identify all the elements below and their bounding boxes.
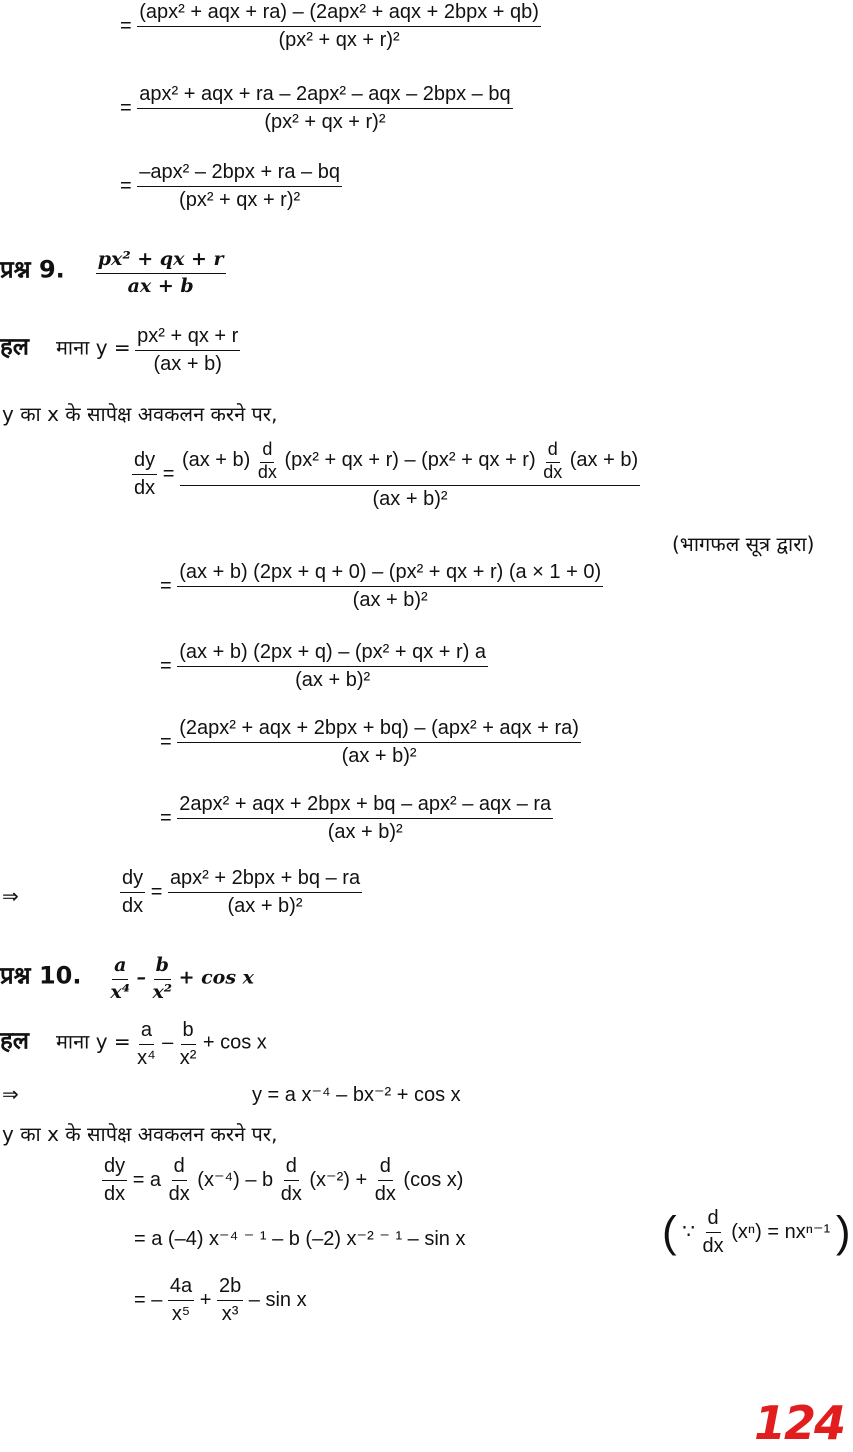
fraction-numerator: 2apx² + aqx + 2bpx + bq – apx² – aqx – ra	[177, 794, 553, 819]
top-line-2: = $\frac{\text{apx² + aqx + ra – 2apx² – aqx – 2bpx – bq}}{\text{(px² + qx + r)²}}$	[120, 83, 511, 133]
q9-let-line	[0, 326, 240, 375]
fraction-numerator: –apx² – 2bpx + ra – bq	[137, 162, 342, 187]
q9-step-2: = $\frac{\text{(ax + b) (2px + q + 0) – (px² + qx + r) (a × 1 + 0)}}{\text{(ax + b)²}}$	[160, 561, 602, 611]
fraction-denominator: x²	[179, 1047, 197, 1069]
fraction-denominator: (ax + b)²	[327, 821, 403, 843]
fraction-numerator: 4a	[168, 1276, 194, 1301]
d: d	[172, 1156, 187, 1181]
quotient-rule-note: (भागफल सूत्र द्वारा)	[672, 532, 815, 556]
dy: dy	[132, 450, 157, 475]
fraction-denominator: (ax + b)²	[295, 669, 371, 691]
q10-step-2: = a (–4) x⁻⁴ ⁻ ¹ – b (–2) x⁻² ⁻ ¹ – sin x	[134, 1228, 466, 1250]
q9-step-1: $\frac{dy}{dx}$ = (ax + b) $\frac{d}{dx}$ (px² + qx + r) – (px² + qx + r) $\frac{d}{dx}$ (ax + b) (ax + b)²	[134, 439, 639, 510]
q9-step-3: = $\frac{\text{(ax + b) (2px + q) – (px² + qx + r) a}}{\text{(ax + b)²}}$	[160, 641, 487, 691]
d: d	[378, 1156, 393, 1181]
fraction-numerator: (ax + b) (2px + q + 0) – (px² + qx + r) (a × 1 + 0)	[177, 562, 603, 587]
q10-step-1	[102, 1156, 463, 1205]
question-label: प्रश्न 9.	[0, 255, 65, 284]
fraction-denominator: (ax + b)²	[227, 895, 303, 917]
term: (px² + qx + r) – (px² + qx + r)	[284, 449, 536, 472]
dx: dx	[280, 1183, 302, 1205]
fraction-numerator: a	[139, 1020, 154, 1045]
fraction-numerator: px² + qx + r	[96, 250, 226, 274]
fraction-denominator: (ax + b)	[153, 353, 222, 375]
solution-label: हल	[0, 332, 30, 361]
fraction-denominator: (px² + qx + r)²	[264, 111, 386, 133]
solution-label: हल	[0, 1026, 30, 1055]
dy: dy	[120, 868, 145, 893]
fraction-denominator: (px² + qx + r)²	[179, 189, 301, 211]
dx: dx	[374, 1183, 396, 1205]
because-symbol: ∵	[682, 1220, 695, 1243]
term: (ax + b)	[569, 449, 639, 472]
term: (x⁻⁴) – b	[197, 1168, 274, 1191]
q9-differentiate-text: y का x के सापेक्ष अवकलन करने पर,	[2, 402, 278, 426]
question-10-heading	[0, 956, 254, 1003]
fraction-denominator: x²	[152, 980, 173, 1003]
operator: +	[199, 1288, 212, 1311]
let-text: माना y =	[55, 1029, 131, 1054]
fraction-numerator: apx² + aqx + ra – 2apx² – aqx – 2bpx – bq	[137, 84, 512, 109]
fraction-denominator: x⁵	[171, 1303, 191, 1325]
fraction-numerator: (ax + b) (2px + q) – (px² + qx + r) a	[177, 642, 488, 667]
fraction-numerator: a	[112, 956, 128, 980]
q9-step-4: = $\frac{\text{(2apx² + aqx + 2bpx + bq) – (apx² + aqx + ra)}}{\text{(ax + b)²}}$	[160, 717, 579, 767]
fraction-denominator: x⁴	[137, 1047, 156, 1069]
q10-let-line	[0, 1020, 267, 1069]
top-line-3: = $\frac{\text{–apx² – 2bpx + ra – bq}}{\text{(px² + qx + r)²}}$	[120, 161, 340, 211]
term: (xⁿ) = nxⁿ⁻¹	[731, 1220, 831, 1243]
dx: dx	[702, 1235, 724, 1257]
d: d	[546, 440, 560, 463]
d: d	[706, 1208, 721, 1233]
d: d	[284, 1156, 299, 1181]
implies-arrow: ⇒	[2, 1084, 19, 1106]
fraction-numerator: b	[154, 956, 171, 980]
dx: dx	[168, 1183, 190, 1205]
fraction-denominator: (ax + b)²	[372, 487, 448, 510]
fraction-numerator: px² + qx + r	[135, 326, 240, 351]
term: = –	[134, 1288, 163, 1311]
q9-final: $\frac{dy}{dx}$ = $\frac{\text{apx² + 2bpx + bq – ra}}{\text{(ax + b)²}}$	[122, 867, 361, 917]
term: – sin x	[248, 1288, 307, 1311]
dx: dx	[122, 895, 144, 917]
fraction-denominator: (ax + b)²	[352, 589, 428, 611]
fraction-numerator: (2apx² + aqx + 2bpx + bq) – (apx² + aqx + ra)	[177, 718, 581, 743]
fraction-numerator: 2b	[217, 1276, 243, 1301]
fraction-denominator: x³	[221, 1303, 239, 1325]
question-label: प्रश्न 10.	[0, 961, 82, 990]
dx: dx	[543, 461, 563, 482]
dy: dy	[102, 1156, 127, 1181]
dx: dx	[134, 477, 156, 500]
power-rule-note: ( ∵ $\frac{d}{dx}$ (xⁿ) = nxⁿ⁻¹ )	[662, 1207, 851, 1257]
fraction-denominator: ax + b	[127, 274, 194, 297]
term: + cos x	[178, 966, 254, 989]
let-text: माना y =	[55, 335, 131, 360]
page-number: 124	[754, 1396, 845, 1450]
operator: –	[162, 1031, 174, 1054]
term: (ax + b)	[181, 449, 251, 472]
top-line-1: = $\frac{\text{(apx² + aqx + ra) – (2apx² + aqx + 2bpx + qb)}}{\text{(px² + qx + r)²}}$	[120, 1, 539, 51]
question-9-heading	[0, 250, 226, 297]
fraction-numerator: apx² + 2bpx + bq – ra	[168, 868, 362, 893]
fraction-numerator: (apx² + aqx + ra) – (2apx² + aqx + 2bpx + qb)	[137, 2, 541, 27]
dx: dx	[257, 461, 277, 482]
fraction-denominator: (ax + b)²	[341, 745, 417, 767]
dx: dx	[104, 1183, 126, 1205]
implies-arrow: ⇒	[2, 886, 19, 908]
term: (cos x)	[403, 1168, 464, 1191]
operator: –	[136, 966, 147, 989]
term: = a	[132, 1168, 162, 1191]
q10-step-3	[134, 1276, 307, 1325]
fraction-denominator: x⁴	[110, 980, 131, 1003]
term: (x⁻²) +	[309, 1168, 368, 1191]
term: + cos x	[202, 1031, 267, 1054]
q10-rewrite: y = a x⁻⁴ – bx⁻² + cos x	[252, 1084, 461, 1106]
q9-step-5: = $\frac{\text{2apx² + aqx + 2bpx + bq – apx² – aqx – ra}}{\text{(ax + b)²}}$	[160, 793, 552, 843]
q10-differentiate-text: y का x के सापेक्ष अवकलन करने पर,	[2, 1122, 278, 1146]
d: d	[260, 440, 274, 463]
fraction-numerator: b	[181, 1020, 196, 1045]
fraction-denominator: (px² + qx + r)²	[278, 29, 400, 51]
